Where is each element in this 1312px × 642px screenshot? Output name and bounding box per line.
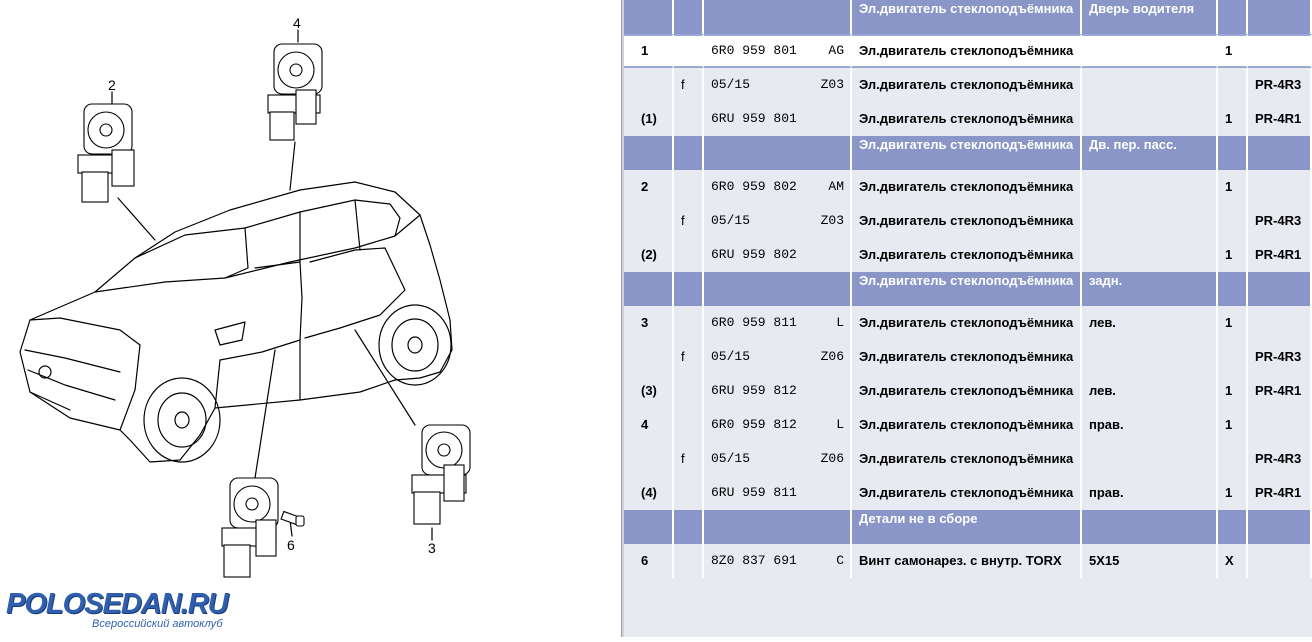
group-name: Эл.двигатель стеклоподъёмника	[852, 136, 1082, 170]
cell-f	[674, 544, 704, 578]
cell-f	[674, 170, 704, 204]
part-number: 05/15	[711, 451, 751, 466]
callout-2: 2	[108, 77, 116, 93]
cell-part	[704, 170, 852, 204]
part-number: 6RU 959 812	[711, 383, 797, 398]
group-empty-cell	[1248, 0, 1312, 34]
cell-note	[1082, 68, 1218, 102]
cell-f	[674, 238, 704, 272]
group-empty-cell	[674, 272, 704, 306]
part-number: 8Z0 837 691	[711, 553, 797, 568]
part-suffix: AM	[828, 179, 844, 194]
part-number: 05/15	[711, 213, 751, 228]
group-note: Дверь водителя	[1082, 0, 1218, 34]
cell-qty: 1	[1218, 476, 1248, 510]
group-note: задн.	[1082, 272, 1218, 306]
group-empty-cell	[704, 272, 852, 306]
cell-pr	[1248, 306, 1312, 340]
car-diagram-svg	[0, 0, 622, 637]
table-row[interactable]	[624, 170, 1312, 204]
cell-name: Винт самонарез. с внутр. TORX	[852, 544, 1082, 578]
group-empty-cell	[624, 0, 674, 34]
cell-name: Эл.двигатель стеклоподъёмника	[852, 238, 1082, 272]
group-empty-cell	[624, 136, 674, 170]
cell-pr	[1248, 408, 1312, 442]
group-empty-cell	[1218, 272, 1248, 306]
part-suffix: Z03	[820, 213, 844, 228]
cell-pr: PR-4R3	[1248, 340, 1312, 374]
logo-title: POLOSEDAN.RU	[6, 588, 228, 620]
part-number: 05/15	[711, 77, 751, 92]
cell-f	[674, 34, 704, 68]
part-suffix: Z03	[820, 77, 844, 92]
cell-part	[704, 306, 852, 340]
cell-note	[1082, 238, 1218, 272]
cell-pos: (1)	[624, 102, 674, 136]
part-suffix: AG	[828, 43, 844, 58]
cell-pos: 1	[624, 34, 674, 68]
cell-f	[674, 374, 704, 408]
cell-pr	[1248, 34, 1312, 68]
group-empty-cell	[1248, 272, 1312, 306]
exploded-diagram	[0, 0, 622, 637]
cell-qty	[1218, 204, 1248, 238]
cell-note	[1082, 170, 1218, 204]
cell-qty	[1218, 442, 1248, 476]
cell-part	[704, 340, 852, 374]
part-number: 6RU 959 802	[711, 247, 797, 262]
group-name: Эл.двигатель стеклоподъёмника	[852, 0, 1082, 34]
cell-part	[704, 238, 852, 272]
group-header-row[interactable]	[624, 510, 1312, 544]
cell-f	[674, 408, 704, 442]
group-name: Детали не в сборе	[852, 510, 1082, 544]
callout-3: 3	[428, 540, 436, 556]
part-suffix: L	[836, 315, 844, 330]
cell-name: Эл.двигатель стеклоподъёмника	[852, 68, 1082, 102]
cell-f	[674, 306, 704, 340]
cell-name: Эл.двигатель стеклоподъёмника	[852, 340, 1082, 374]
cell-name: Эл.двигатель стеклоподъёмника	[852, 102, 1082, 136]
part-suffix: C	[836, 553, 844, 568]
group-header-row[interactable]	[624, 136, 1312, 170]
callout-6: 6	[287, 537, 295, 553]
part-number: 6R0 959 811	[711, 315, 797, 330]
cell-pr: PR-4R1	[1248, 476, 1312, 510]
cell-pos: (3)	[624, 374, 674, 408]
cell-qty: 1	[1218, 102, 1248, 136]
table-row[interactable]	[624, 476, 1312, 510]
group-empty-cell	[674, 136, 704, 170]
cell-pr	[1248, 170, 1312, 204]
cell-pr: PR-4R1	[1248, 238, 1312, 272]
group-empty-cell	[1218, 510, 1248, 544]
cell-pr	[1248, 544, 1312, 578]
part-number: 6RU 959 811	[711, 485, 797, 500]
car-body-outline	[20, 182, 452, 462]
part-suffix: L	[836, 417, 844, 432]
group-empty-cell	[1248, 510, 1312, 544]
motor-3-drawing	[412, 425, 470, 524]
cell-qty: X	[1218, 544, 1248, 578]
cell-name: Эл.двигатель стеклоподъёмника	[852, 34, 1082, 68]
group-empty-cell	[624, 510, 674, 544]
cell-note	[1082, 340, 1218, 374]
group-note: Дв. пер. пасс.	[1082, 136, 1218, 170]
cell-qty	[1218, 68, 1248, 102]
group-note	[1082, 510, 1218, 544]
cell-f: f	[674, 68, 704, 102]
table-row[interactable]	[624, 408, 1312, 442]
group-name: Эл.двигатель стеклоподъёмника	[852, 272, 1082, 306]
table-row[interactable]	[624, 68, 1312, 102]
cell-f: f	[674, 204, 704, 238]
cell-note	[1082, 102, 1218, 136]
cell-pr: PR-4R3	[1248, 68, 1312, 102]
cell-part	[704, 442, 852, 476]
site-logo	[6, 588, 228, 630]
parts-table-body	[624, 0, 1312, 578]
group-header-row[interactable]	[624, 272, 1312, 306]
cell-part	[704, 476, 852, 510]
cell-name: Эл.двигатель стеклоподъёмника	[852, 170, 1082, 204]
cell-pr: PR-4R3	[1248, 442, 1312, 476]
part-number: 6R0 959 801	[711, 43, 797, 58]
callout-4: 4	[293, 15, 301, 31]
part-number: 6R0 959 802	[711, 179, 797, 194]
cell-part	[704, 34, 852, 68]
cell-f: f	[674, 442, 704, 476]
table-row[interactable]	[624, 306, 1312, 340]
table-row-selected[interactable]	[624, 34, 1312, 68]
table-row[interactable]	[624, 340, 1312, 374]
cell-note	[1082, 34, 1218, 68]
parts-table	[624, 0, 1312, 578]
group-empty-cell	[1218, 0, 1248, 34]
cell-pos: 6	[624, 544, 674, 578]
group-header-row[interactable]	[624, 0, 1312, 34]
cell-name: Эл.двигатель стеклоподъёмника	[852, 408, 1082, 442]
part-number: 05/15	[711, 349, 751, 364]
cell-qty: 1	[1218, 374, 1248, 408]
cell-f	[674, 476, 704, 510]
cell-note: лев.	[1082, 374, 1218, 408]
cell-pos	[624, 68, 674, 102]
motor-1-drawing	[222, 478, 278, 577]
group-empty-cell	[704, 0, 852, 34]
cell-pr: PR-4R3	[1248, 204, 1312, 238]
cell-note	[1082, 442, 1218, 476]
screw-6-drawing	[281, 512, 304, 526]
cell-note: прав.	[1082, 408, 1218, 442]
cell-part	[704, 374, 852, 408]
part-number: 6RU 959 801	[711, 111, 797, 126]
cell-pos	[624, 442, 674, 476]
cell-pos: (2)	[624, 238, 674, 272]
table-row[interactable]	[624, 204, 1312, 238]
cell-qty: 1	[1218, 238, 1248, 272]
group-empty-cell	[674, 510, 704, 544]
group-empty-cell	[624, 272, 674, 306]
cell-note: лев.	[1082, 306, 1218, 340]
cell-qty: 1	[1218, 306, 1248, 340]
cell-qty: 1	[1218, 34, 1248, 68]
cell-pr: PR-4R1	[1248, 102, 1312, 136]
cell-part	[704, 544, 852, 578]
part-number: 6R0 959 812	[711, 417, 797, 432]
table-row[interactable]	[624, 374, 1312, 408]
cell-qty: 1	[1218, 408, 1248, 442]
cell-pos: (4)	[624, 476, 674, 510]
cell-note	[1082, 204, 1218, 238]
cell-name: Эл.двигатель стеклоподъёмника	[852, 374, 1082, 408]
cell-part	[704, 204, 852, 238]
motor-4-drawing	[268, 44, 322, 140]
group-empty-cell	[704, 136, 852, 170]
cell-pos: 3	[624, 306, 674, 340]
table-row[interactable]	[624, 238, 1312, 272]
cell-note: 5X15	[1082, 544, 1218, 578]
cell-part	[704, 102, 852, 136]
cell-name: Эл.двигатель стеклоподъёмника	[852, 476, 1082, 510]
table-row[interactable]	[624, 544, 1312, 578]
part-suffix: Z06	[820, 349, 844, 364]
logo-subtitle: Всероссийский автоклуб	[92, 618, 223, 630]
group-empty-cell	[704, 510, 852, 544]
cell-pos: 4	[624, 408, 674, 442]
cell-part	[704, 408, 852, 442]
table-row[interactable]	[624, 442, 1312, 476]
cell-pos	[624, 340, 674, 374]
cell-pr: PR-4R1	[1248, 374, 1312, 408]
group-empty-cell	[674, 0, 704, 34]
cell-name: Эл.двигатель стеклоподъёмника	[852, 204, 1082, 238]
cell-part	[704, 68, 852, 102]
cell-pos: 2	[624, 170, 674, 204]
cell-name: Эл.двигатель стеклоподъёмника	[852, 442, 1082, 476]
cell-f	[674, 102, 704, 136]
cell-qty	[1218, 340, 1248, 374]
group-empty-cell	[1248, 136, 1312, 170]
parts-table-panel	[624, 0, 1312, 637]
group-empty-cell	[1218, 136, 1248, 170]
cell-name: Эл.двигатель стеклоподъёмника	[852, 306, 1082, 340]
cell-note: прав.	[1082, 476, 1218, 510]
motor-2-drawing	[78, 104, 134, 202]
cell-f: f	[674, 340, 704, 374]
cell-pos	[624, 204, 674, 238]
cell-qty: 1	[1218, 170, 1248, 204]
part-suffix: Z06	[820, 451, 844, 466]
table-row[interactable]	[624, 102, 1312, 136]
